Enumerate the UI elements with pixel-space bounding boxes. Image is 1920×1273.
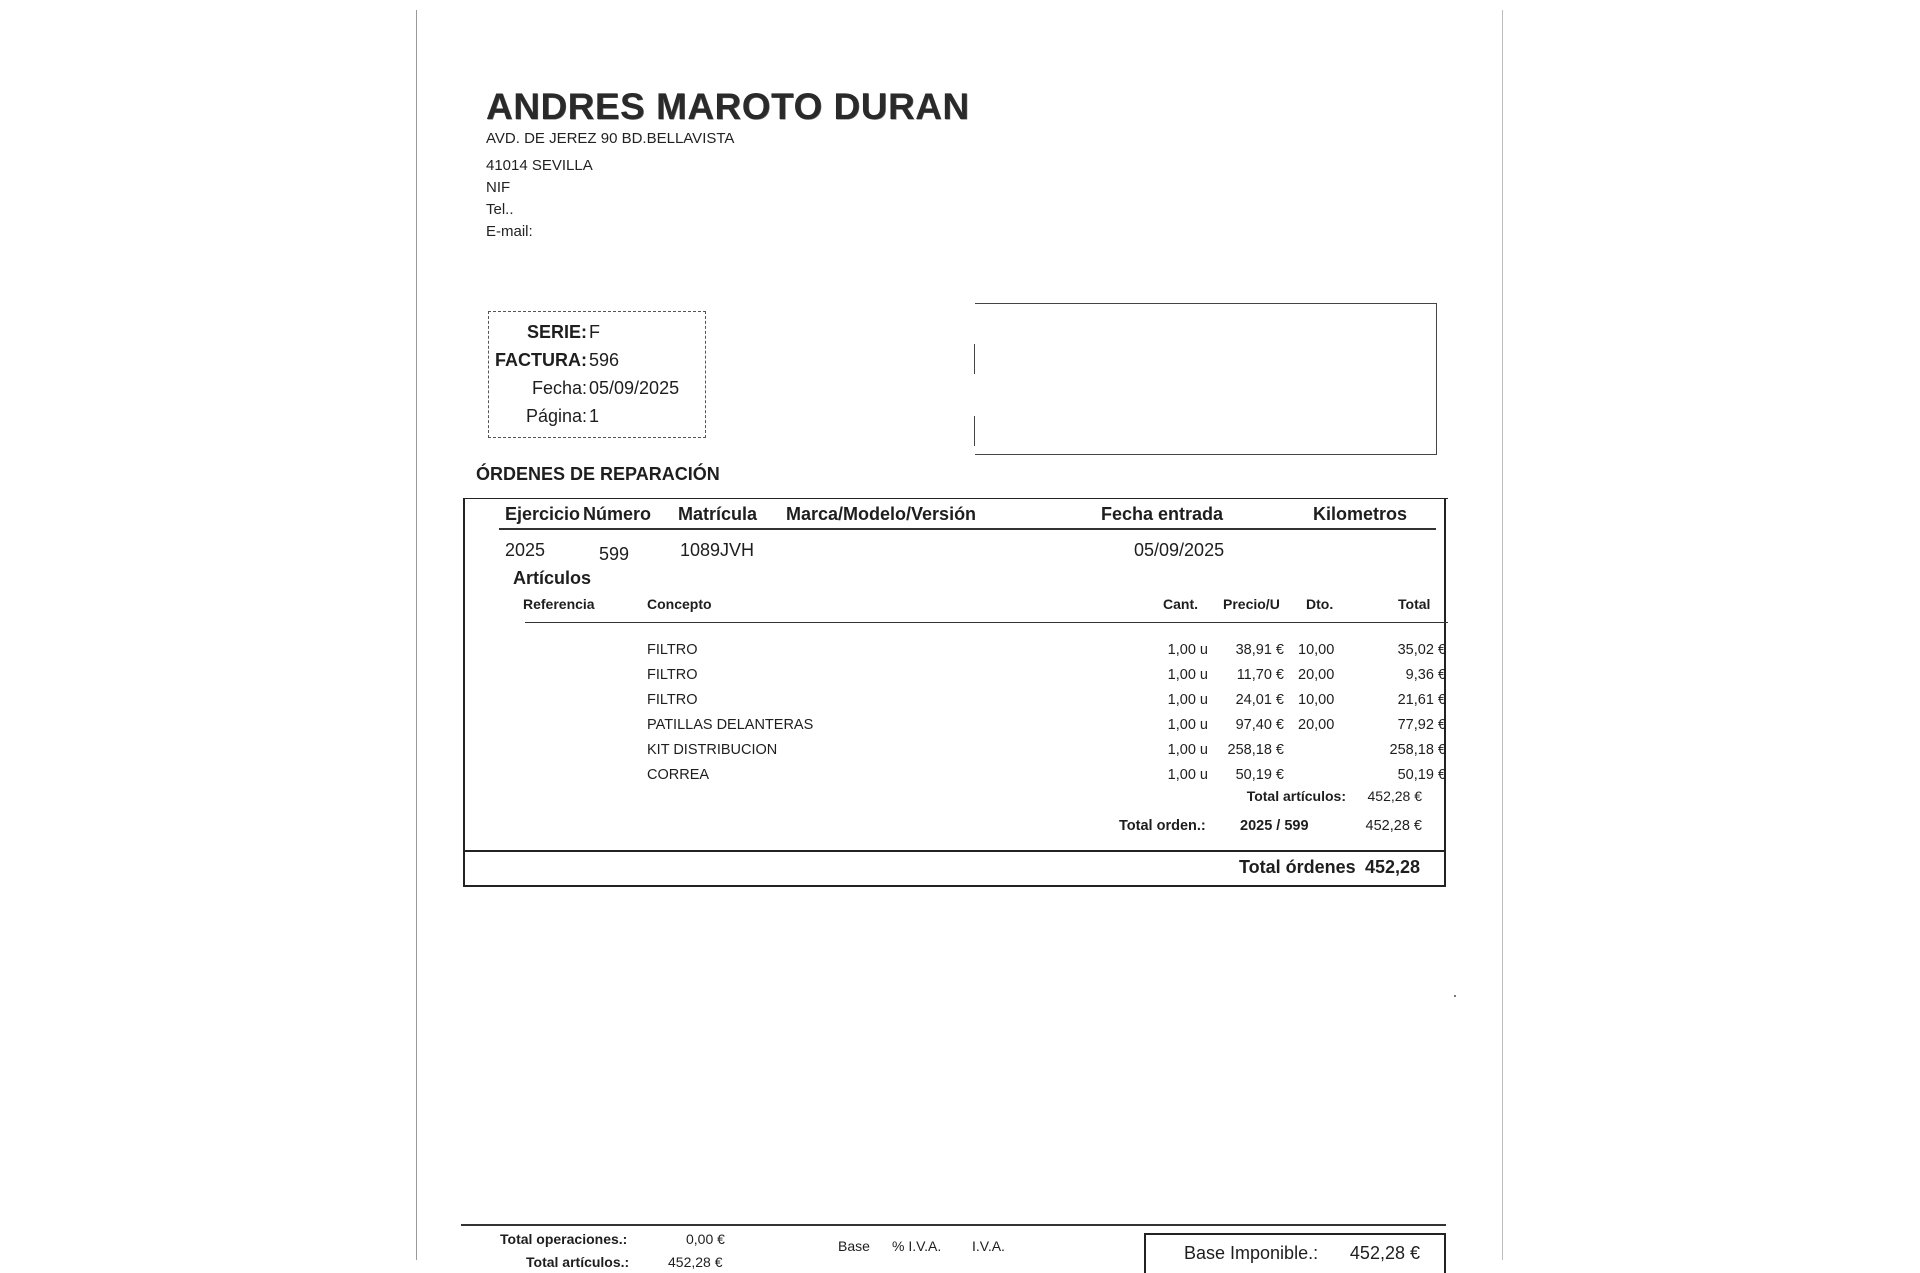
serie-value: F — [589, 322, 600, 342]
footer-total-articulos-value: 452,28 € — [668, 1254, 723, 1270]
item-concepto: FILTRO — [647, 667, 698, 683]
footer-base-label: Base — [838, 1238, 870, 1254]
item-precio: 50,19 € — [1235, 767, 1284, 783]
item-concepto: FILTRO — [647, 692, 698, 708]
articles-title: Artículos — [513, 568, 592, 588]
company-email-label: E-mail: — [486, 223, 533, 240]
item-precio: 11,70 € — [1236, 667, 1284, 683]
pagina-label: Página: — [525, 406, 587, 426]
order-fecha-entrada: 05/09/2025 — [1134, 540, 1225, 560]
col-precio: Precio/U — [1223, 596, 1280, 612]
item-total: 21,61 € — [1397, 692, 1446, 708]
orders-section-title: ÓRDENES DE REPARACIÓN — [476, 464, 720, 484]
item-concepto: PATILLAS DELANTERAS — [647, 717, 814, 733]
header-divider — [499, 528, 1436, 530]
invoice-factura-row — [489, 350, 707, 376]
item-cant: 1,00 u — [1167, 717, 1208, 733]
invoice-serie-row — [489, 322, 707, 348]
order-matricula: 1089JVH — [680, 540, 755, 560]
item-dto: 10,00 — [1298, 692, 1335, 708]
item-dto: 20,00 — [1298, 717, 1335, 733]
item-cant: 1,00 u — [1167, 667, 1208, 683]
col-dto: Dto. — [1306, 596, 1334, 612]
order-ejercicio: 2025 — [505, 540, 546, 560]
invoice-fecha-row — [489, 378, 707, 404]
article-row — [465, 767, 1448, 789]
base-imponible-box — [1144, 1233, 1446, 1273]
item-precio: 258,18 € — [1227, 742, 1284, 758]
footer-iva-pct-label: % I.V.A. — [892, 1238, 942, 1254]
footer-divider — [461, 1224, 1446, 1226]
total-ordenes-label: Total órdenes — [1239, 857, 1356, 877]
item-total: 50,19 € — [1397, 767, 1446, 783]
item-precio: 24,01 € — [1235, 692, 1284, 708]
page-edge-left — [416, 10, 417, 1260]
orders-table — [463, 498, 1446, 887]
col-cant: Cant. — [1163, 596, 1198, 612]
total-articulos-value: 452,28 € — [1367, 788, 1422, 804]
header-matricula: Matrícula — [678, 504, 758, 524]
item-concepto: CORREA — [647, 767, 710, 783]
article-row — [465, 642, 1448, 664]
item-cant: 1,00 u — [1167, 767, 1208, 783]
totals-divider — [465, 850, 1444, 852]
total-orden-ref: 2025 / 599 — [1240, 818, 1309, 834]
company-city: 41014 SEVILLA — [486, 157, 593, 174]
item-total: 35,02 € — [1397, 642, 1446, 658]
table-top-border — [1061, 498, 1448, 499]
factura-value: 596 — [589, 350, 620, 370]
total-orden-label: Total orden.: — [1119, 818, 1206, 834]
company-name: ANDRES MAROTO DURAN — [486, 86, 970, 127]
header-kilometros: Kilometros — [1313, 504, 1408, 524]
total-ordenes-value: 452,28 — [1365, 857, 1421, 877]
total-articulos-label: Total artículos: — [1246, 788, 1346, 804]
serie-label: SERIE: — [526, 322, 587, 342]
company-tel-label: Tel.. — [486, 201, 514, 218]
item-dto: 20,00 — [1298, 667, 1335, 683]
header-marca: Marca/Modelo/Versión — [786, 504, 977, 524]
fecha-label: Fecha: — [531, 378, 587, 398]
footer-total-articulos-label: Total artículos.: — [526, 1254, 630, 1270]
item-dto: 10,00 — [1298, 642, 1335, 658]
item-total: 77,92 € — [1397, 717, 1446, 733]
article-row — [465, 717, 1448, 739]
item-concepto: FILTRO — [647, 642, 698, 658]
item-precio: 38,91 € — [1235, 642, 1284, 658]
company-address: AVD. DE JEREZ 90 BD.BELLAVISTA — [486, 130, 735, 147]
article-row — [465, 667, 1448, 689]
total-orden-value: 452,28 € — [1365, 818, 1422, 834]
footer-iva-label: I.V.A. — [972, 1238, 1005, 1254]
item-cant: 1,00 u — [1167, 692, 1208, 708]
base-imponible-value: 452,28 € — [1349, 1243, 1420, 1263]
order-numero: 599 — [599, 544, 630, 564]
client-box — [975, 303, 1437, 455]
scan-speck — [1454, 995, 1456, 997]
invoice-pagina-row — [489, 406, 707, 432]
footer-total-operaciones-label: Total operaciones.: — [500, 1231, 628, 1247]
header-numero: Número — [583, 504, 652, 524]
header-fecha-entrada: Fecha entrada — [1101, 504, 1224, 524]
header-ejercicio: Ejercicio — [505, 504, 581, 524]
col-total: Total — [1398, 596, 1431, 612]
article-row — [465, 742, 1448, 764]
item-concepto: KIT DISTRIBUCION — [647, 742, 778, 758]
footer-total-operaciones-value: 0,00 € — [686, 1231, 725, 1247]
item-total: 9,36 € — [1405, 667, 1446, 683]
invoice-info-box — [488, 311, 706, 438]
article-row — [465, 692, 1448, 714]
col-concepto: Concepto — [647, 596, 712, 612]
client-box-edge — [974, 344, 975, 374]
base-imponible-label: Base Imponible.: — [1184, 1243, 1319, 1263]
articles-header-divider — [525, 622, 1448, 623]
pagina-value: 1 — [589, 406, 600, 426]
client-box-edge — [974, 416, 975, 446]
factura-label: FACTURA: — [495, 350, 587, 370]
page-edge-right — [1502, 10, 1503, 1260]
item-cant: 1,00 u — [1167, 642, 1208, 658]
table-top-border — [465, 498, 1061, 499]
item-cant: 1,00 u — [1167, 742, 1208, 758]
col-referencia: Referencia — [523, 596, 595, 612]
company-nif-label: NIF — [486, 179, 511, 196]
item-total: 258,18 € — [1389, 742, 1446, 758]
item-precio: 97,40 € — [1235, 717, 1284, 733]
fecha-value: 05/09/2025 — [589, 378, 680, 398]
